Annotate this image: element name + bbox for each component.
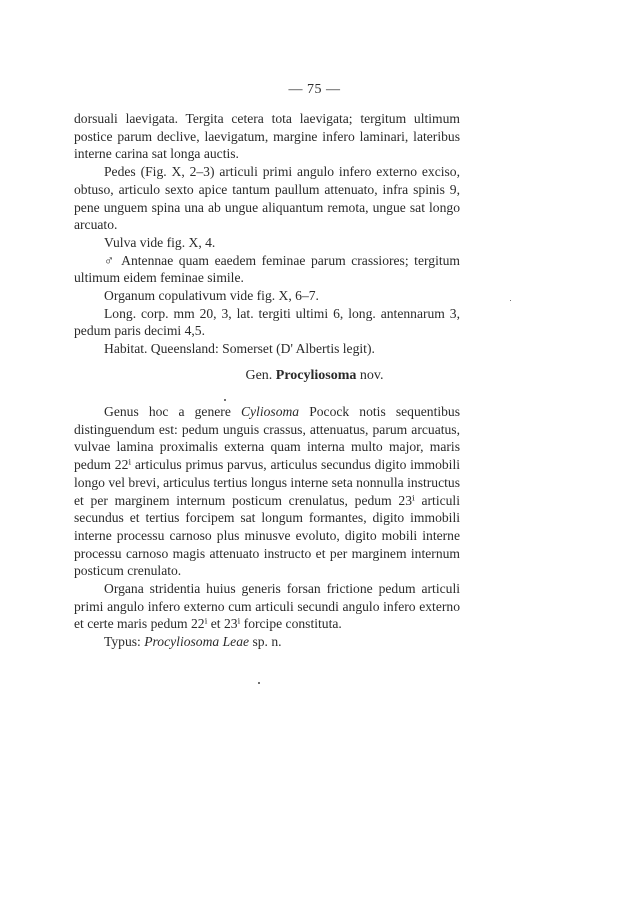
typus-rest: sp. n. — [252, 634, 282, 650]
paragraph-organa-stridentia: Organa stridentia huius generis forsan frictione pedum articuli primi angulo infero externo cum articuli secundi angulo infero externo et certe maris pedum 22ⁱ et 23ⁱ forcipe constituta. — [74, 581, 460, 632]
species-description — [74, 110, 460, 358]
print-speck — [510, 300, 511, 301]
paragraph-measurements: Long. corp. mm 20, 3, lat. tergiti ultimi 6, long. antennarum 3, pedum paris decimi 4,5. — [74, 305, 460, 339]
heading-prefix: Gen. — [245, 368, 273, 383]
page-number: — 75 — — [288, 82, 341, 97]
genus-heading — [0, 368, 629, 384]
typus-label: Typus: — [104, 634, 141, 650]
print-speck — [224, 399, 226, 401]
paragraph-tergita: dorsuali laevigata. Tergita cetera tota laevigata; tergitum ultimum postice parum declive, laevigatum, margine infero laminari, lateribus interne carina sat longa auctis. — [74, 111, 460, 162]
paragraph-typus — [74, 633, 460, 651]
genus-description — [74, 403, 460, 651]
genus-cyliosoma: Cyliosoma — [240, 404, 300, 419]
paragraph-pedes: Pedes (Fig. X, 2–3) articuli primi angulo infero externo exciso, obtuso, articulo sexto apice tantum paullum attenuato, infra spinis 9, pene unguem spina una ab ungue aliquantum remota, ungue sat longo arcuato. — [74, 164, 460, 233]
paragraph-vulva: Vulva vide fig. X, 4. — [104, 234, 216, 250]
type-species: Procyliosoma Leae — [144, 634, 250, 650]
heading-suffix: nov. — [359, 368, 384, 383]
diagnosis-start: Genus hoc a genere — [104, 404, 231, 419]
paragraph-organum: Organum copulativum vide fig. X, 6–7. — [104, 288, 319, 304]
genus-name: Procyliosoma — [275, 368, 357, 383]
paragraph-genus-diagnosis — [74, 403, 460, 580]
print-speck — [258, 682, 260, 684]
paragraph-antennae: ♂ Antennae quam eaedem feminae parum crassiores; tergitum ultimum eidem feminae simile. — [74, 252, 460, 286]
diagnosis-rest: Pocock notis sequentibus distinguendum est: pedum unguis crassus, attenuatus, parum arcuatus, vulvae lamina proximalis externa quam interna multo major, maris pedum 22ⁱ articulus primus parvus, articulus secundus digito immobili longo vel brevi, articulus tertius longus interne seta nonnulla instructus et per marginem internum posticum crenulatus, pedum 23ⁱ articuli secundus et tertius forcipem sat longum formantes, digito immobili interne processu carnoso plus minusve evoluto, digito mobili interne processu carnoso magis attenuato instructo et per marginem internum posticum crenulato. — [74, 404, 461, 579]
paragraph-habitat: Habitat. Queensland: Somerset (D' Albertis legit). — [104, 341, 375, 357]
